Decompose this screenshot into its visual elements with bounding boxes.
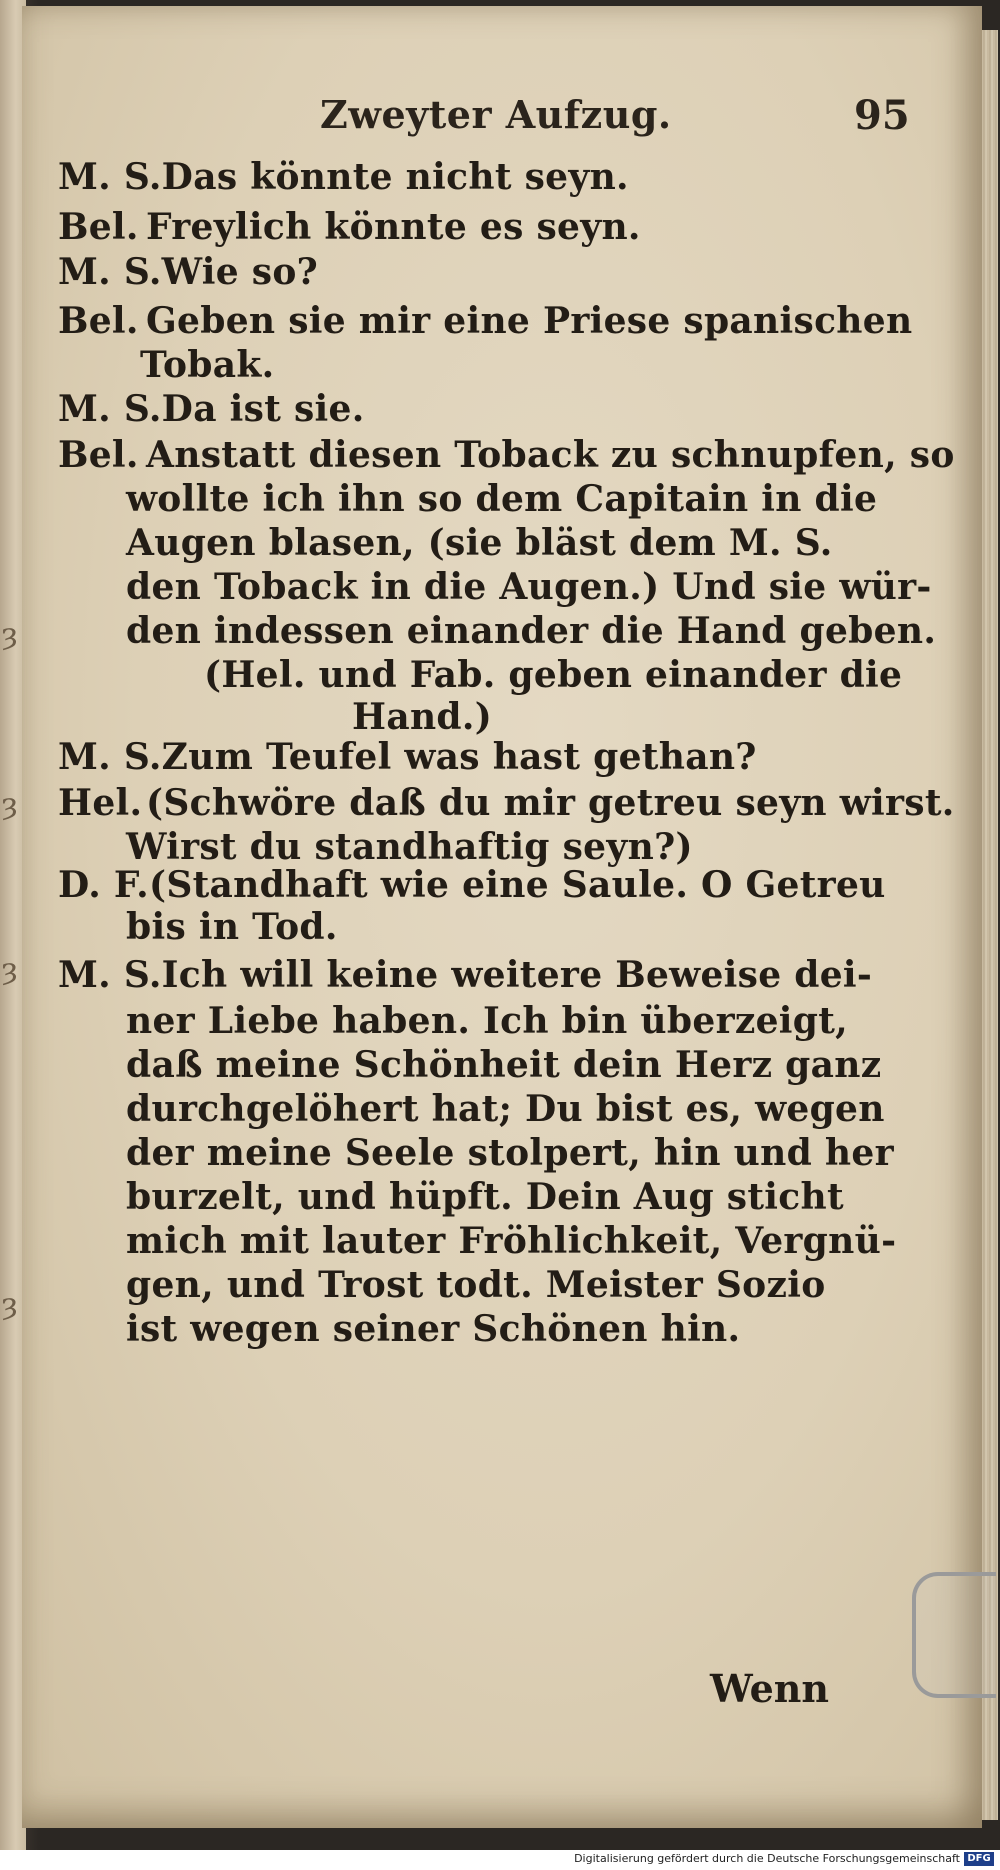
speaker-label: Bel. bbox=[58, 300, 139, 342]
text-line bbox=[58, 736, 757, 778]
line-text: (Standhaft wie eine Saule. O Getreu bbox=[148, 864, 886, 906]
running-head: Zweyter Aufzug. bbox=[320, 92, 672, 137]
text-line bbox=[58, 300, 912, 342]
text-line bbox=[126, 1220, 896, 1262]
page-header bbox=[22, 92, 982, 152]
line-text: Hand.) bbox=[352, 696, 493, 738]
speaker-label: M. S. bbox=[58, 954, 162, 996]
bleed-mark: ȝ bbox=[2, 1287, 18, 1322]
line-text: (Schwöre daß du mir getreu seyn wirst. bbox=[146, 782, 955, 824]
text-line bbox=[126, 826, 693, 868]
speaker-label: Bel. bbox=[58, 434, 139, 476]
text-line bbox=[126, 1132, 894, 1174]
line-text: den indessen einander die Hand geben. bbox=[126, 610, 937, 652]
text-line bbox=[126, 566, 932, 608]
line-text: burzelt, und hüpft. Dein Aug sticht bbox=[126, 1176, 844, 1218]
text-line bbox=[126, 1044, 882, 1086]
bleed-mark: ȝ bbox=[2, 787, 18, 822]
line-text: Das könnte nicht seyn. bbox=[161, 156, 629, 198]
digitization-footer bbox=[0, 1850, 1000, 1870]
text-line bbox=[126, 522, 833, 564]
speaker-label: Hel. bbox=[58, 782, 143, 824]
line-text: daß meine Schönheit dein Herz ganz bbox=[126, 1044, 882, 1086]
text-line bbox=[204, 654, 902, 696]
text-line bbox=[126, 906, 338, 948]
speaker-label: M. S. bbox=[58, 388, 162, 430]
footer-credit: Digitalisierung gefördert durch die Deutsche Forschungsgemeinschaft bbox=[574, 1852, 960, 1865]
text-line bbox=[126, 1088, 885, 1130]
text-line bbox=[352, 696, 492, 738]
line-text: ist wegen seiner Schönen hin. bbox=[126, 1308, 741, 1350]
page-clip bbox=[912, 1572, 996, 1698]
text-line bbox=[126, 1308, 740, 1350]
line-text: Wie so? bbox=[161, 251, 319, 293]
text-line bbox=[126, 478, 877, 520]
text-line bbox=[58, 782, 955, 824]
line-text: ner Liebe haben. Ich bin überzeigt, bbox=[126, 1000, 848, 1042]
text-line bbox=[126, 1000, 848, 1042]
line-text: Anstatt diesen Toback zu schnupfen, so bbox=[146, 434, 955, 476]
line-text: Augen blasen, (sie bläst dem M. S. bbox=[126, 522, 833, 564]
line-text: bis in Tod. bbox=[126, 906, 338, 948]
line-text: der meine Seele stolpert, hin und her bbox=[126, 1132, 894, 1174]
text-line bbox=[58, 206, 641, 248]
speaker-label: M. S. bbox=[58, 156, 162, 198]
line-text: Tobak. bbox=[140, 344, 275, 386]
line-text: mich mit lauter Fröhlichkeit, Vergnü- bbox=[126, 1220, 897, 1262]
line-text: Wirst du standhaftig seyn?) bbox=[126, 826, 693, 868]
line-text: Da ist sie. bbox=[161, 388, 365, 430]
line-text: den Toback in die Augen.) Und sie wür- bbox=[126, 566, 932, 608]
line-text: wollte ich ihn so dem Capitain in die bbox=[126, 478, 878, 520]
text-line bbox=[126, 610, 936, 652]
line-text: Ich will keine weitere Beweise dei- bbox=[161, 954, 873, 996]
text-line bbox=[58, 954, 872, 996]
catchword: Wenn bbox=[710, 1666, 830, 1711]
dfg-logo: DFG bbox=[964, 1852, 994, 1866]
bleed-mark: ȝ bbox=[2, 617, 18, 652]
speaker-label: D. F. bbox=[58, 864, 149, 906]
text-line bbox=[126, 1176, 844, 1218]
text-line bbox=[58, 434, 955, 476]
bleed-mark: ȝ bbox=[2, 952, 18, 987]
text-line bbox=[58, 156, 629, 198]
page-number: 95 bbox=[854, 92, 910, 139]
line-text: gen, und Trost todt. Meister Sozio bbox=[126, 1264, 826, 1306]
text-line bbox=[140, 344, 274, 386]
line-text: Zum Teufel was hast gethan? bbox=[161, 736, 757, 778]
line-text: Geben sie mir eine Priese spanischen bbox=[146, 300, 913, 342]
text-line bbox=[58, 864, 886, 906]
line-text: (Hel. und Fab. geben einander die bbox=[204, 654, 903, 696]
speaker-label: Bel. bbox=[58, 206, 139, 248]
book-page bbox=[22, 6, 982, 1828]
text-line bbox=[126, 1264, 826, 1306]
text-line bbox=[58, 251, 318, 293]
speaker-label: M. S. bbox=[58, 251, 162, 293]
line-text: durchgelöhert hat; Du bist es, wegen bbox=[126, 1088, 885, 1130]
text-line bbox=[58, 388, 365, 430]
line-text: Freylich könnte es seyn. bbox=[146, 206, 641, 248]
speaker-label: M. S. bbox=[58, 736, 162, 778]
